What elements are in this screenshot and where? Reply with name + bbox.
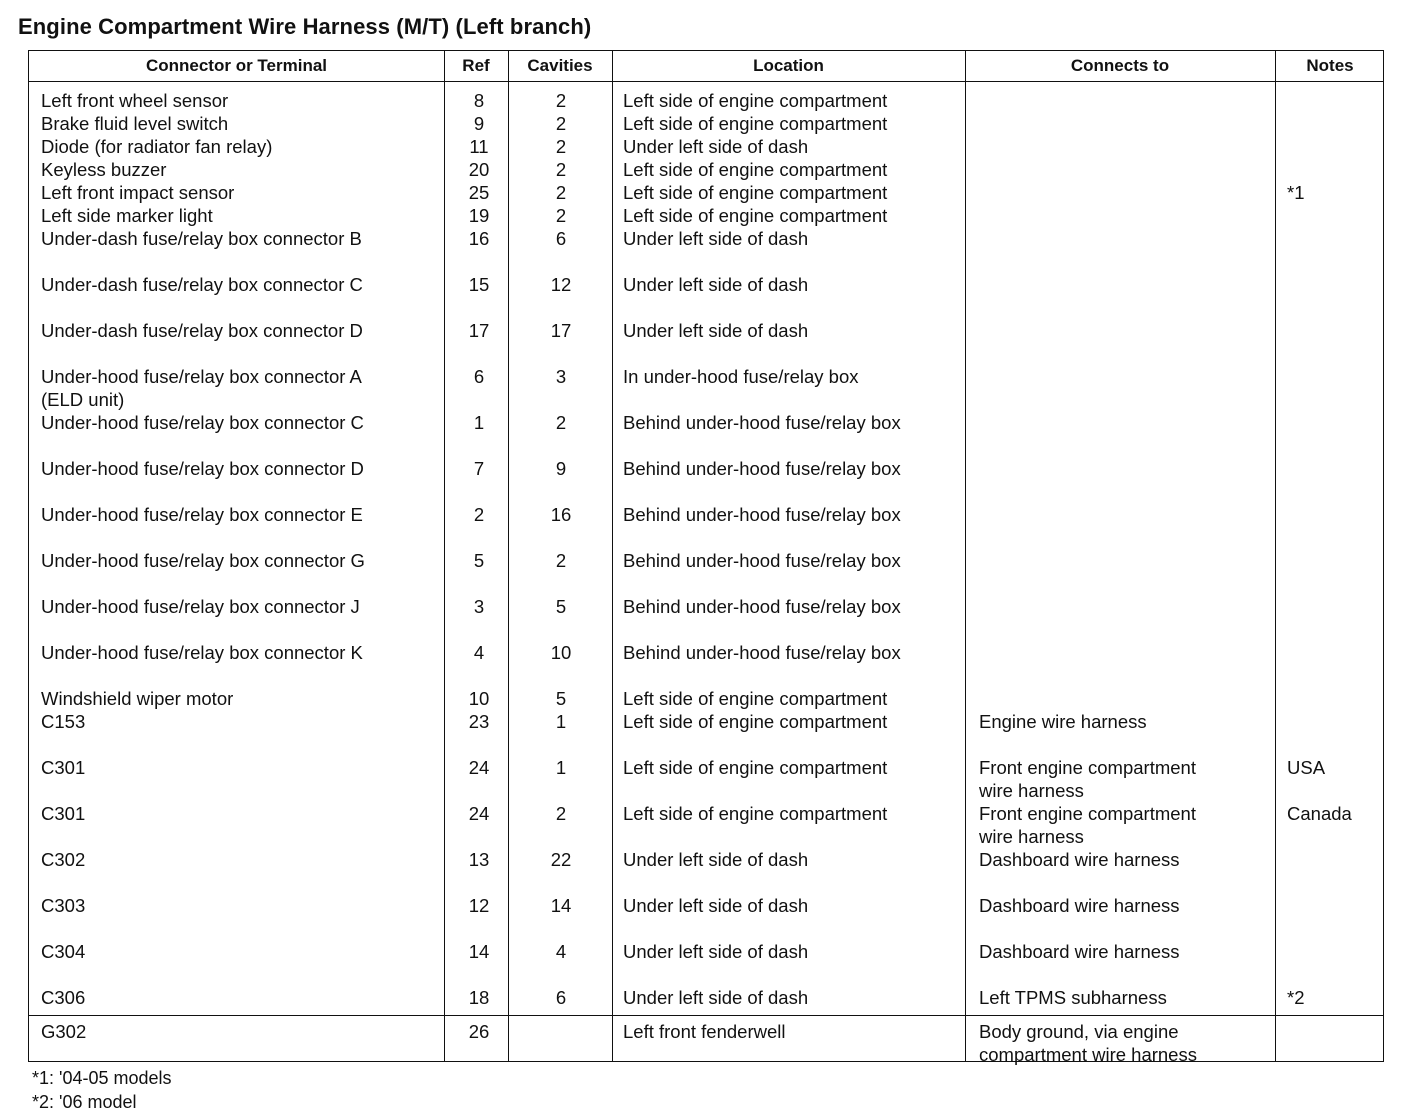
location-cell [623, 549, 963, 572]
connector-cell-text: Left side marker light [41, 205, 213, 226]
location-cell [623, 457, 963, 480]
cavities-cell-text: 14 [550, 895, 572, 916]
location-cell-text: Behind under-hood fuse/relay box [623, 458, 901, 479]
ref-cell [447, 112, 511, 135]
cavities-cell-text: 16 [550, 504, 572, 525]
connector-cell-text: Left front wheel sensor [41, 90, 229, 111]
connector-cell [41, 986, 441, 1009]
connects-to-cell [979, 894, 1274, 917]
location-cell [623, 894, 963, 917]
connector-cell [41, 181, 441, 204]
column-divider [444, 51, 445, 1061]
location-cell-text: Left side of engine compartment [623, 90, 888, 111]
ref-cell-text: 24 [468, 803, 490, 824]
location-cell-text: Left side of engine compartment [623, 757, 888, 778]
location-cell [623, 227, 963, 250]
ref-cell [447, 273, 511, 296]
ref-cell-text: 10 [468, 688, 490, 709]
location-cell [623, 89, 963, 112]
ref-cell [447, 89, 511, 112]
cavities-cell-text: 12 [550, 274, 572, 295]
connector-cell [41, 940, 441, 963]
location-cell-text: Under left side of dash [623, 987, 809, 1008]
connector-cell [41, 227, 441, 250]
ref-cell [447, 411, 511, 434]
footnotes [32, 1066, 172, 1114]
location-cell [623, 940, 963, 963]
cavities-cell-text: 2 [555, 113, 567, 134]
connector-cell [41, 1020, 441, 1043]
location-cell [623, 802, 963, 825]
location-cell-text: Behind under-hood fuse/relay box [623, 642, 901, 663]
notes-cell [1287, 986, 1379, 1009]
header-ref: Ref [462, 56, 490, 75]
connector-cell-text: Under-hood fuse/relay box connector E [41, 504, 363, 525]
harness-table [28, 50, 1384, 1065]
location-cell-text: Under left side of dash [623, 228, 809, 249]
cavities-cell [511, 89, 611, 112]
cavities-cell-text: 2 [555, 90, 567, 111]
location-cell [623, 848, 963, 871]
connects-to-cell [979, 1020, 1274, 1066]
connector-cell [41, 112, 441, 135]
ref-cell-text: 16 [468, 228, 490, 249]
ref-cell-text: 6 [473, 366, 485, 387]
location-cell-text: Left side of engine compartment [623, 711, 888, 732]
connector-cell-text: Under-hood fuse/relay box connector A [41, 366, 362, 387]
cavities-cell-text: 9 [555, 458, 567, 479]
footnote: *1: '04-05 models [32, 1068, 172, 1088]
cavities-cell-text: 6 [555, 228, 567, 249]
connector-cell [41, 204, 441, 227]
connector-cell-text: Brake fluid level switch [41, 113, 229, 134]
connector-cell-text: C304 [41, 941, 86, 962]
cavities-cell-text: 6 [555, 987, 567, 1008]
connects-to-cell-text: Engine wire harness [979, 711, 1147, 732]
connector-cell [41, 641, 441, 664]
ref-cell [447, 1020, 511, 1043]
ref-cell-text: 12 [468, 895, 490, 916]
notes-cell [1287, 802, 1379, 825]
connector-cell [41, 411, 441, 434]
connector-cell [41, 89, 441, 112]
connector-cell-text-line2: (ELD unit) [41, 389, 125, 410]
connector-cell-text: Under-dash fuse/relay box connector B [41, 228, 362, 249]
cavities-cell-text: 1 [555, 711, 567, 732]
location-cell-text: Left side of engine compartment [623, 688, 888, 709]
connector-cell [41, 687, 441, 710]
connector-cell-text: Under-hood fuse/relay box connector C [41, 412, 364, 433]
location-cell-text: Behind under-hood fuse/relay box [623, 550, 901, 571]
connector-cell [41, 756, 441, 779]
cavities-cell [511, 986, 611, 1009]
ref-cell [447, 595, 511, 618]
ref-cell-text: 5 [473, 550, 485, 571]
header-divider [29, 81, 1383, 82]
ref-cell-text: 20 [468, 159, 490, 180]
connector-cell-text: Under-hood fuse/relay box connector D [41, 458, 364, 479]
connector-cell-text: Keyless buzzer [41, 159, 167, 180]
cavities-cell [511, 549, 611, 572]
ref-cell-text: 1 [473, 412, 485, 433]
location-cell [623, 112, 963, 135]
connector-cell [41, 135, 441, 158]
cavities-cell [511, 940, 611, 963]
cavities-cell [511, 710, 611, 733]
connector-cell [41, 158, 441, 181]
ref-cell-text: 7 [473, 458, 485, 479]
cavities-cell-text: 2 [555, 205, 567, 226]
location-cell [623, 986, 963, 1009]
location-cell-text: Under left side of dash [623, 136, 809, 157]
connector-cell-text: Under-hood fuse/relay box connector J [41, 596, 360, 617]
ref-cell [447, 181, 511, 204]
connects-to-cell-text: Dashboard wire harness [979, 849, 1180, 870]
cavities-cell-text: 17 [550, 320, 572, 341]
ref-cell [447, 503, 511, 526]
ref-cell-text: 19 [468, 205, 490, 226]
location-cell-text: Left side of engine compartment [623, 182, 888, 203]
location-cell [623, 503, 963, 526]
header-cavities: Cavities [527, 56, 593, 75]
location-cell [623, 158, 963, 181]
connects-to-cell-text: Left TPMS subharness [979, 987, 1167, 1008]
ref-cell [447, 848, 511, 871]
location-cell-text: Under left side of dash [623, 941, 809, 962]
page-title: Engine Compartment Wire Harness (M/T) (Left branch) [18, 14, 592, 39]
location-cell [623, 1020, 963, 1043]
cavities-cell [511, 894, 611, 917]
cavities-cell-text: 2 [555, 412, 567, 433]
connector-cell [41, 595, 441, 618]
connects-to-cell-text: Front engine compartment [979, 757, 1196, 778]
connector-cell [41, 319, 441, 342]
cavities-cell [511, 135, 611, 158]
location-cell [623, 204, 963, 227]
cavities-cell-text: 5 [555, 688, 567, 709]
notes-cell-text: Canada [1287, 803, 1352, 824]
location-cell-text: Left side of engine compartment [623, 803, 888, 824]
connector-cell [41, 710, 441, 733]
ref-cell-text: 18 [468, 987, 490, 1008]
connects-to-cell-text-line2: compartment wire harness [979, 1044, 1197, 1065]
cavities-cell [511, 756, 611, 779]
connects-to-cell [979, 848, 1274, 871]
connector-cell [41, 894, 441, 917]
ref-cell-text: 24 [468, 757, 490, 778]
notes-cell [1287, 756, 1379, 779]
connects-to-cell [979, 940, 1274, 963]
location-cell-text: Under left side of dash [623, 320, 809, 341]
cavities-cell [511, 365, 611, 388]
footnote: *2: '06 model [32, 1092, 137, 1112]
cavities-cell-text: 2 [555, 803, 567, 824]
connects-to-cell [979, 986, 1274, 1009]
location-cell-text: In under-hood fuse/relay box [623, 366, 859, 387]
column-divider [612, 51, 613, 1061]
connects-to-cell-text: Dashboard wire harness [979, 895, 1180, 916]
connector-cell [41, 848, 441, 871]
ref-cell [447, 204, 511, 227]
location-cell [623, 135, 963, 158]
connects-to-cell [979, 710, 1274, 733]
cavities-cell-text: 4 [555, 941, 567, 962]
connector-cell-text: G302 [41, 1021, 87, 1042]
notes-cell-text: *1 [1287, 182, 1305, 203]
cavities-cell [511, 158, 611, 181]
ref-cell-text: 13 [468, 849, 490, 870]
ref-cell [447, 319, 511, 342]
cavities-cell-text: 2 [555, 182, 567, 203]
location-cell [623, 687, 963, 710]
connects-to-cell [979, 802, 1274, 848]
connector-cell-text: Under-hood fuse/relay box connector K [41, 642, 363, 663]
connector-cell-text: Under-dash fuse/relay box connector D [41, 320, 363, 341]
location-cell [623, 273, 963, 296]
cavities-cell-text: 10 [550, 642, 572, 663]
location-cell [623, 641, 963, 664]
location-cell [623, 181, 963, 204]
header-connector: Connector or Terminal [145, 56, 328, 75]
ref-cell [447, 227, 511, 250]
connector-cell-text: C153 [41, 711, 86, 732]
connects-to-cell-text-line2: wire harness [979, 826, 1084, 847]
ref-cell [447, 549, 511, 572]
cavities-cell [511, 595, 611, 618]
cavities-cell-text: 5 [555, 596, 567, 617]
connector-cell [41, 457, 441, 480]
cavities-cell-text: 2 [555, 136, 567, 157]
ref-cell-text: 25 [468, 182, 490, 203]
location-cell-text: Under left side of dash [623, 849, 809, 870]
header-connects-to: Connects to [1070, 56, 1170, 75]
ref-cell-text: 2 [473, 504, 485, 525]
cavities-cell [511, 848, 611, 871]
ref-cell-text: 15 [468, 274, 490, 295]
cavities-cell-text: 1 [555, 757, 567, 778]
cavities-cell [511, 319, 611, 342]
connector-cell [41, 802, 441, 825]
cavities-cell [511, 687, 611, 710]
cavities-cell [511, 181, 611, 204]
connects-to-cell-text: Front engine compartment [979, 803, 1196, 824]
connector-cell-text: Diode (for radiator fan relay) [41, 136, 273, 157]
location-cell-text: Behind under-hood fuse/relay box [623, 504, 901, 525]
cavities-cell-text: 2 [555, 550, 567, 571]
ref-cell-text: 14 [468, 941, 490, 962]
ref-cell-text: 26 [468, 1021, 490, 1042]
location-cell-text: Under left side of dash [623, 274, 809, 295]
ref-cell-text: 23 [468, 711, 490, 732]
cavities-cell-text: 22 [550, 849, 572, 870]
connector-cell-text: C301 [41, 803, 86, 824]
connector-cell [41, 273, 441, 296]
connects-to-cell-text-line2: wire harness [979, 780, 1084, 801]
connector-cell [41, 549, 441, 572]
ref-cell-text: 3 [473, 596, 485, 617]
ref-cell [447, 802, 511, 825]
connects-to-cell-text: Body ground, via engine [979, 1021, 1179, 1042]
ref-cell [447, 365, 511, 388]
ref-cell [447, 986, 511, 1009]
ref-cell [447, 894, 511, 917]
notes-cell [1287, 181, 1379, 204]
cavities-cell-text: 2 [555, 159, 567, 180]
cavities-cell-text: 3 [555, 366, 567, 387]
ref-cell [447, 940, 511, 963]
location-cell-text: Behind under-hood fuse/relay box [623, 412, 901, 433]
cavities-cell [511, 411, 611, 434]
connector-cell-text: C303 [41, 895, 86, 916]
cavities-cell [511, 227, 611, 250]
location-cell [623, 595, 963, 618]
ref-cell-text: 9 [473, 113, 485, 134]
location-cell-text: Under left side of dash [623, 895, 809, 916]
connects-to-cell-text: Dashboard wire harness [979, 941, 1180, 962]
cavities-cell [511, 112, 611, 135]
cavities-cell [511, 641, 611, 664]
location-cell-text: Left side of engine compartment [623, 113, 888, 134]
header-notes: Notes [1306, 56, 1354, 75]
cavities-cell [511, 802, 611, 825]
ref-cell-text: 17 [468, 320, 490, 341]
connects-to-cell [979, 756, 1274, 802]
connector-cell-text: C301 [41, 757, 86, 778]
ref-cell [447, 687, 511, 710]
ref-cell [447, 158, 511, 181]
connector-cell-text: Under-dash fuse/relay box connector C [41, 274, 363, 295]
notes-cell-text: *2 [1287, 987, 1305, 1008]
column-divider [1275, 51, 1276, 1061]
connector-cell-text: Under-hood fuse/relay box connector G [41, 550, 365, 571]
connector-cell [41, 365, 441, 411]
connector-cell-text: Windshield wiper motor [41, 688, 234, 709]
location-cell [623, 411, 963, 434]
ref-cell-text: 8 [473, 90, 485, 111]
location-cell-text: Left side of engine compartment [623, 159, 888, 180]
column-divider [965, 51, 966, 1061]
ref-cell [447, 641, 511, 664]
connector-cell-text: C302 [41, 849, 86, 870]
row-divider [29, 1015, 1383, 1016]
cavities-cell [511, 204, 611, 227]
ref-cell [447, 710, 511, 733]
notes-cell-text: USA [1287, 757, 1326, 778]
ref-cell [447, 756, 511, 779]
cavities-cell [511, 503, 611, 526]
ref-cell [447, 457, 511, 480]
connector-cell-text: Left front impact sensor [41, 182, 235, 203]
location-cell-text: Behind under-hood fuse/relay box [623, 596, 901, 617]
location-cell [623, 710, 963, 733]
cavities-cell [511, 273, 611, 296]
connector-cell-text: C306 [41, 987, 86, 1008]
cavities-cell [511, 457, 611, 480]
location-cell [623, 319, 963, 342]
location-cell [623, 365, 963, 388]
ref-cell [447, 135, 511, 158]
location-cell-text: Left front fenderwell [623, 1021, 786, 1042]
location-cell [623, 756, 963, 779]
location-cell-text: Left side of engine compartment [623, 205, 888, 226]
ref-cell-text: 11 [469, 136, 489, 157]
ref-cell-text: 4 [473, 642, 485, 663]
header-location: Location [753, 56, 824, 75]
connector-cell [41, 503, 441, 526]
